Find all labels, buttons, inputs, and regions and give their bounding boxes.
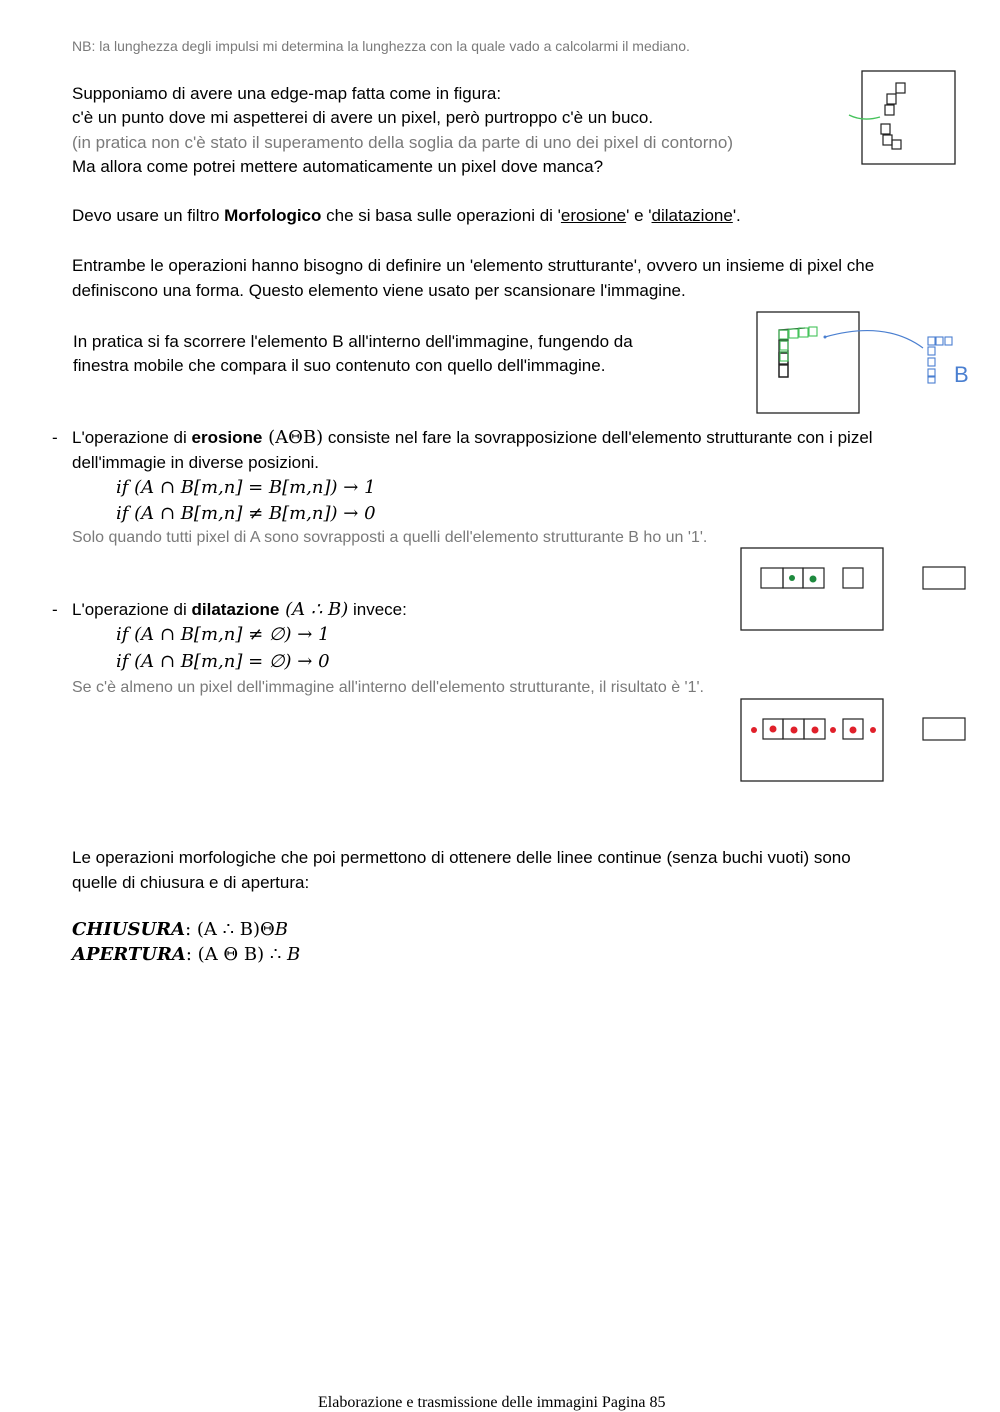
- intro-line-4: Ma allora come potrei mettere automaticamente un pixel dove manca?: [72, 157, 604, 176]
- dilatazione-underlined: dilatazione: [651, 206, 733, 225]
- erosion-bullet: -: [52, 428, 58, 447]
- page-footer: Elaborazione e trasmissione delle immagini Pagina 85: [318, 1394, 666, 1411]
- erosion-figure: [738, 545, 973, 635]
- structuring-line-1: Entrambe le operazioni hanno bisogno di definire un 'elemento strutturante', ovvero un insieme di pixel che: [72, 256, 875, 275]
- erosione-bold: erosione: [191, 428, 263, 447]
- dilatazione-bold: dilatazione: [191, 600, 280, 619]
- intro-line-2: c'è un punto dove mi aspetterei di avere un pixel, però purtroppo c'è un buco.: [72, 108, 654, 127]
- apertura-formula: APERTURA: (A Θ B) ∴ B: [72, 944, 301, 965]
- edge-map-figure: [845, 68, 960, 168]
- b-label: B: [954, 362, 969, 387]
- erosion-eq-2: if (A ∩ B[m,n] ≠ B[m,n]) → 0: [116, 503, 376, 524]
- erosion-line-2: dell'immagie in diverse posizioni.: [72, 453, 320, 472]
- filter-sentence: Devo usare un filtro Morfologico che si basa sulle operazioni di 'erosione' e 'dilatazione'.: [72, 206, 741, 225]
- dilation-bullet: -: [52, 600, 58, 619]
- nb-note: NB: la lunghezza degli impulsi mi determina la lunghezza con la quale vado a calcolarmi il mediano.: [72, 38, 690, 54]
- erosion-note: Solo quando tutti pixel di A sono sovrapposti a quelli dell'elemento strutturante B ho un '1'.: [72, 529, 708, 546]
- chiusura-formula: CHIUSURA: (A ∴ B)ΘB: [72, 919, 289, 940]
- closing-line-2: quelle di chiusura e di apertura:: [72, 873, 310, 892]
- intro-line-1: Supponiamo di avere una edge-map fatta come in figura:: [72, 84, 502, 103]
- closing-line-1: Le operazioni morfologiche che poi permettono di ottenere delle linee continue (senza buchi vuoti) sono: [72, 848, 851, 867]
- erosion-eq-1: if (A ∩ B[m,n] = B[m,n]) → 1: [116, 477, 376, 498]
- dilation-eq-1: if (A ∩ B[m,n] ≠ ∅) → 1: [116, 624, 330, 645]
- scan-line-2: finestra mobile che compara il suo contenuto con quello dell'immagine.: [73, 356, 606, 375]
- intro-line-3: (in pratica non c'è stato il superamento della soglia da parte di uno dei pixel di contorno): [72, 133, 733, 152]
- scan-line-1: In pratica si fa scorrere l'elemento B all'interno dell'immagine, fungendo da: [73, 332, 633, 351]
- chiusura-label: CHIUSURA: [72, 919, 186, 940]
- erosion-line-1: L'operazione di erosione (AΘB) consiste nel fare la sovrapposizione dell'elemento strutturante con i pizel: [72, 427, 873, 448]
- dilation-line-1: L'operazione di dilatazione (A ∴ B) invece:: [72, 599, 407, 620]
- dilation-note: Se c'è almeno un pixel dell'immagine all'interno dell'elemento strutturante, il risultato è '1'.: [72, 679, 704, 696]
- dilation-eq-2: if (A ∩ B[m,n] = ∅) → 0: [116, 651, 330, 672]
- apertura-label: APERTURA: [72, 944, 186, 965]
- sliding-window-figure: [755, 310, 980, 416]
- structuring-line-2: definiscono una forma. Questo elemento viene usato per scansionare l'immagine.: [72, 281, 686, 300]
- dilation-figure: [738, 696, 973, 786]
- erosione-underlined: erosione: [560, 206, 627, 225]
- morfologico-bold: Morfologico: [224, 206, 322, 225]
